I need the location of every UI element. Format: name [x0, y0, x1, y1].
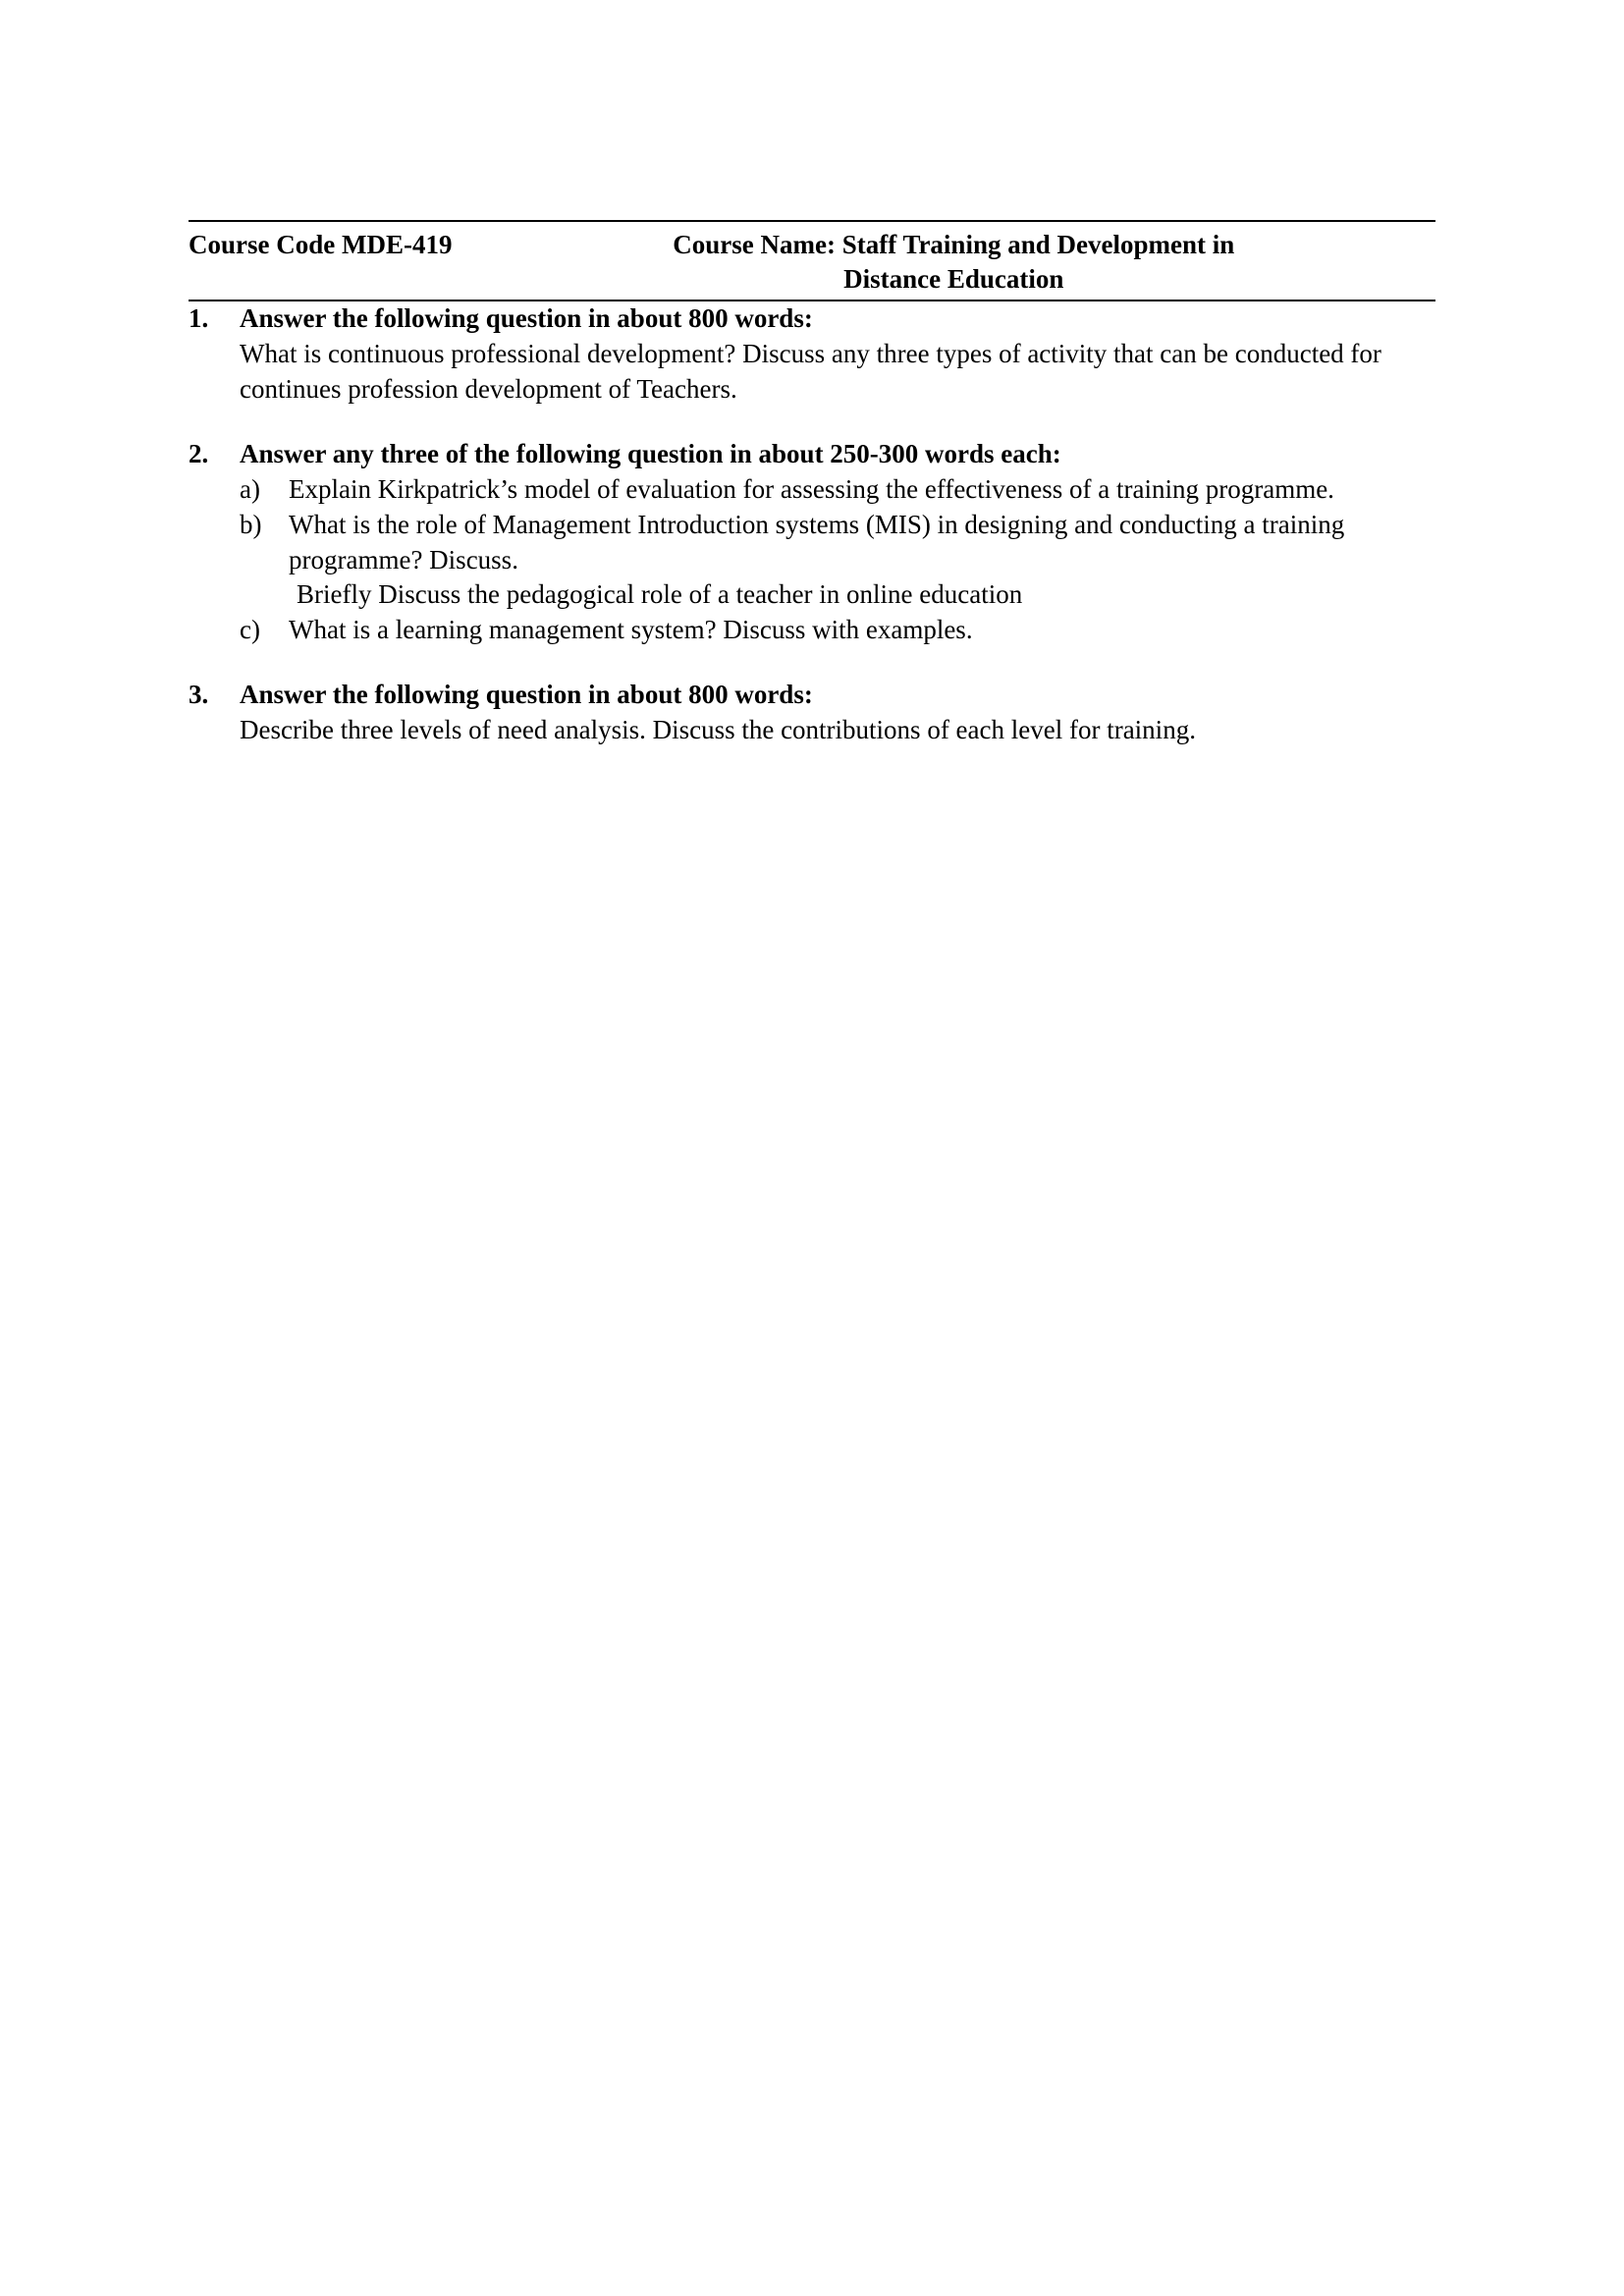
sub-question-body-a — [289, 472, 1435, 508]
course-name-line-1: Course Name: Staff Training and Development in — [673, 230, 1235, 259]
sub-question-body-b — [289, 508, 1435, 578]
question-item-1 — [189, 301, 1435, 408]
sub-question-text-a: Explain Kirkpatrick’s model of evaluation for assessing the effectiveness of a training programme. — [289, 473, 1334, 504]
sub-question-letter-c: c) — [240, 615, 260, 645]
sub-question-item-a — [240, 472, 1435, 508]
sub-question-letter-a: a) — [240, 473, 260, 504]
question-text-3: Describe three levels of need analysis. Discuss the contributions of each level for training. — [240, 715, 1196, 745]
sub-question-extra-line-b: Briefly Discuss the pedagogical role of a teacher in online education — [297, 579, 1023, 610]
sub-question-letter-b: b) — [240, 509, 262, 539]
course-code: Course Code MDE-419 — [189, 230, 453, 259]
sub-question-item-c — [240, 613, 1435, 648]
question-number-1: 1. — [189, 303, 209, 334]
sub-question-text-c: What is a learning management system? Discuss with examples. — [289, 615, 973, 645]
question-item-3 — [189, 678, 1435, 748]
sub-question-list — [240, 472, 1435, 649]
course-name — [471, 228, 1435, 296]
question-body-3 — [240, 678, 1435, 748]
question-list — [189, 301, 1435, 748]
question-number-3: 3. — [189, 680, 209, 710]
question-number-2: 2. — [189, 438, 209, 468]
sub-question-body-c — [289, 613, 1435, 648]
course-name-line-2: Distance Education — [843, 263, 1064, 294]
question-heading-3: Answer the following question in about 800 words: — [240, 680, 813, 710]
document-content — [189, 220, 1435, 748]
question-body-2 — [240, 437, 1435, 648]
question-body-1 — [240, 301, 1435, 408]
course-header — [189, 222, 1435, 300]
question-text-1: What is continuous professional development? Discuss any three types of activity that can be conducted for continues profession development of Teachers. — [240, 339, 1381, 404]
question-heading-2: Answer any three of the following question in about 250-300 words each: — [240, 438, 1061, 468]
sub-question-item-b — [240, 508, 1435, 614]
question-item-2 — [189, 437, 1435, 648]
question-heading-1: Answer the following question in about 800 words: — [240, 303, 813, 334]
sub-question-text-b: What is the role of Management Introduction systems (MIS) in designing and conducting a training programme? Discuss. — [289, 509, 1345, 574]
